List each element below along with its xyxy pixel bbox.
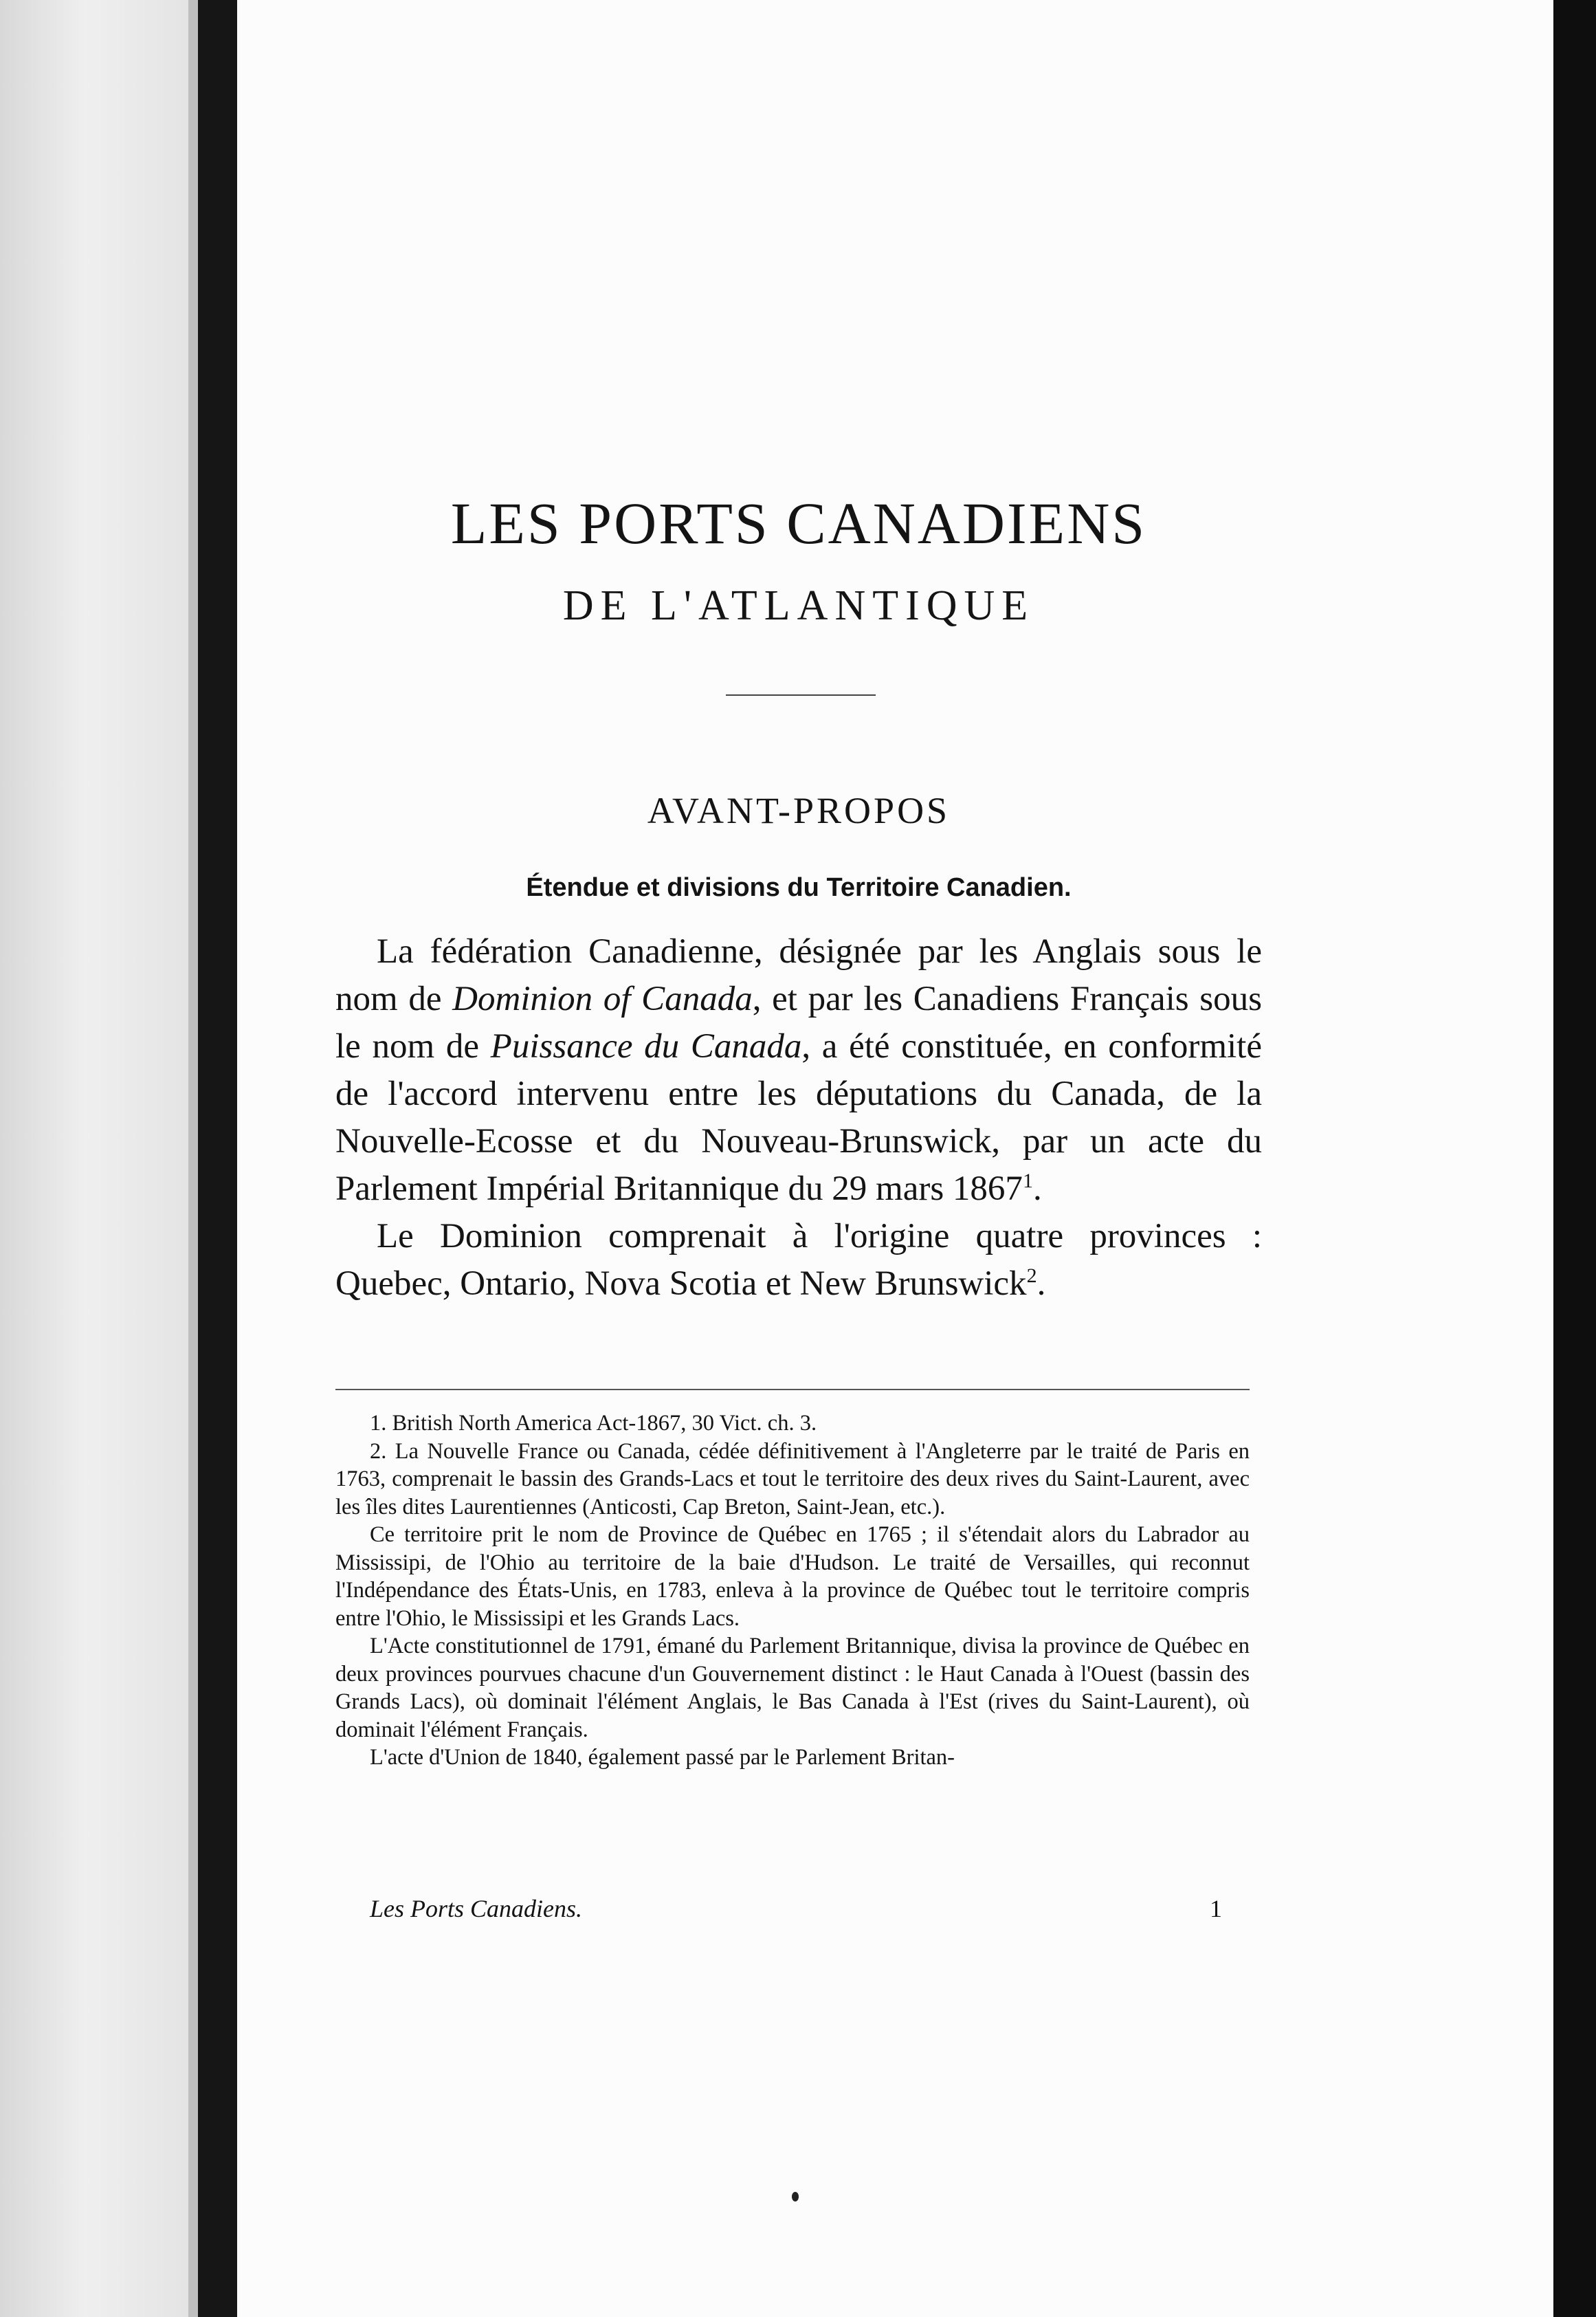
paragraph-text: . bbox=[1037, 1264, 1046, 1303]
scan-border-right bbox=[1553, 0, 1596, 2317]
footnote: L'acte d'Union de 1840, également passé par le Parlement Britan- bbox=[370, 1745, 955, 1770]
paragraph-1 bbox=[335, 928, 1262, 1213]
italic-term: Dominion of Canada bbox=[452, 980, 753, 1018]
paragraph-text: La fédération Canadienne, désignée par les Anglais sous le nom de bbox=[335, 932, 1262, 1018]
paragraph-text: . bbox=[1032, 1170, 1042, 1208]
running-title: Les Ports Canadiens. bbox=[370, 1895, 583, 1922]
footnote: Ce territoire prit le nom de Province de Québec en 1765 ; il s'étendait alors du Labrador au Mississipi, de l'Ohio au territoire de la baie d'Hudson. Le traité de Versailles, qui reconnut l'Indépendance des États-Unis, en 1783, enleva à la province de Québec tout le territoire compris entre l'Ohio, le Mississipi et les Grands Lacs. bbox=[335, 1522, 1250, 1631]
section-title: AVANT-PROPOS bbox=[647, 790, 951, 831]
footnote-ref: 1 bbox=[1022, 1170, 1033, 1192]
running-footer bbox=[370, 1896, 1250, 1921]
gutter-line bbox=[188, 0, 198, 2317]
title-rule bbox=[726, 694, 876, 696]
book-subtitle: DE L'ATLANTIQUE bbox=[562, 582, 1035, 629]
footnote: L'Acte constitutionnel de 1791, émané du Parlement Britannique, divisa la province de Québec en deux provinces pourvues chacune d'un Gouvernement distinct : le Haut Canada à l'Ouest (bassin des Grands Lacs), où dominait l'élément Anglais, le Bas Canada à l'Est (rives du Saint-Laurent), où dominait l'élément Français. bbox=[335, 1634, 1250, 1742]
paragraph-2 bbox=[335, 1213, 1262, 1308]
paragraph-text: , et par les Canadiens Français sous le nom de bbox=[335, 980, 1262, 1066]
page-number: 1 bbox=[1210, 1895, 1222, 1922]
ink-speck bbox=[792, 2192, 799, 2201]
footnote: 2. La Nouvelle France ou Canada, cédée définitivement à l'Angleterre par le traité de Paris en 1763, comprenait le bassin des Grands-Lacs et tout le territoire des deux rives du Saint-Laurent, avec les îles dites Laurentiennes (Anticosti, Cap Breton, Saint-Jean, etc.). bbox=[335, 1438, 1250, 1519]
footnote-rule bbox=[335, 1389, 1250, 1390]
book-title: LES PORTS CANADIENS bbox=[450, 490, 1147, 556]
footnote-ref: 2 bbox=[1026, 1264, 1037, 1287]
paragraph-text: , a été constituée, en conformité de l'accord intervenu entre les députations du Canada, de la Nouvelle-Ecosse et du Nouveau-Brunswick, par un acte du Parlement Impérial Britannique du 29 mars 1867 bbox=[335, 1027, 1262, 1208]
footnotes bbox=[335, 1409, 1250, 1772]
facing-page-edge bbox=[0, 0, 188, 2317]
italic-term: Puissance du Canada bbox=[490, 1027, 802, 1066]
section-subtitle: Étendue et divisions du Territoire Canadien. bbox=[526, 873, 1072, 902]
paragraph-text: Le Dominion comprenait à l'origine quatre provinces : Quebec, Ontario, Nova Scotia et New Brunswick bbox=[335, 1217, 1262, 1303]
body-text bbox=[335, 928, 1262, 1308]
footnote: 1. British North America Act-1867, 30 Vict. ch. 3. bbox=[370, 1411, 817, 1436]
